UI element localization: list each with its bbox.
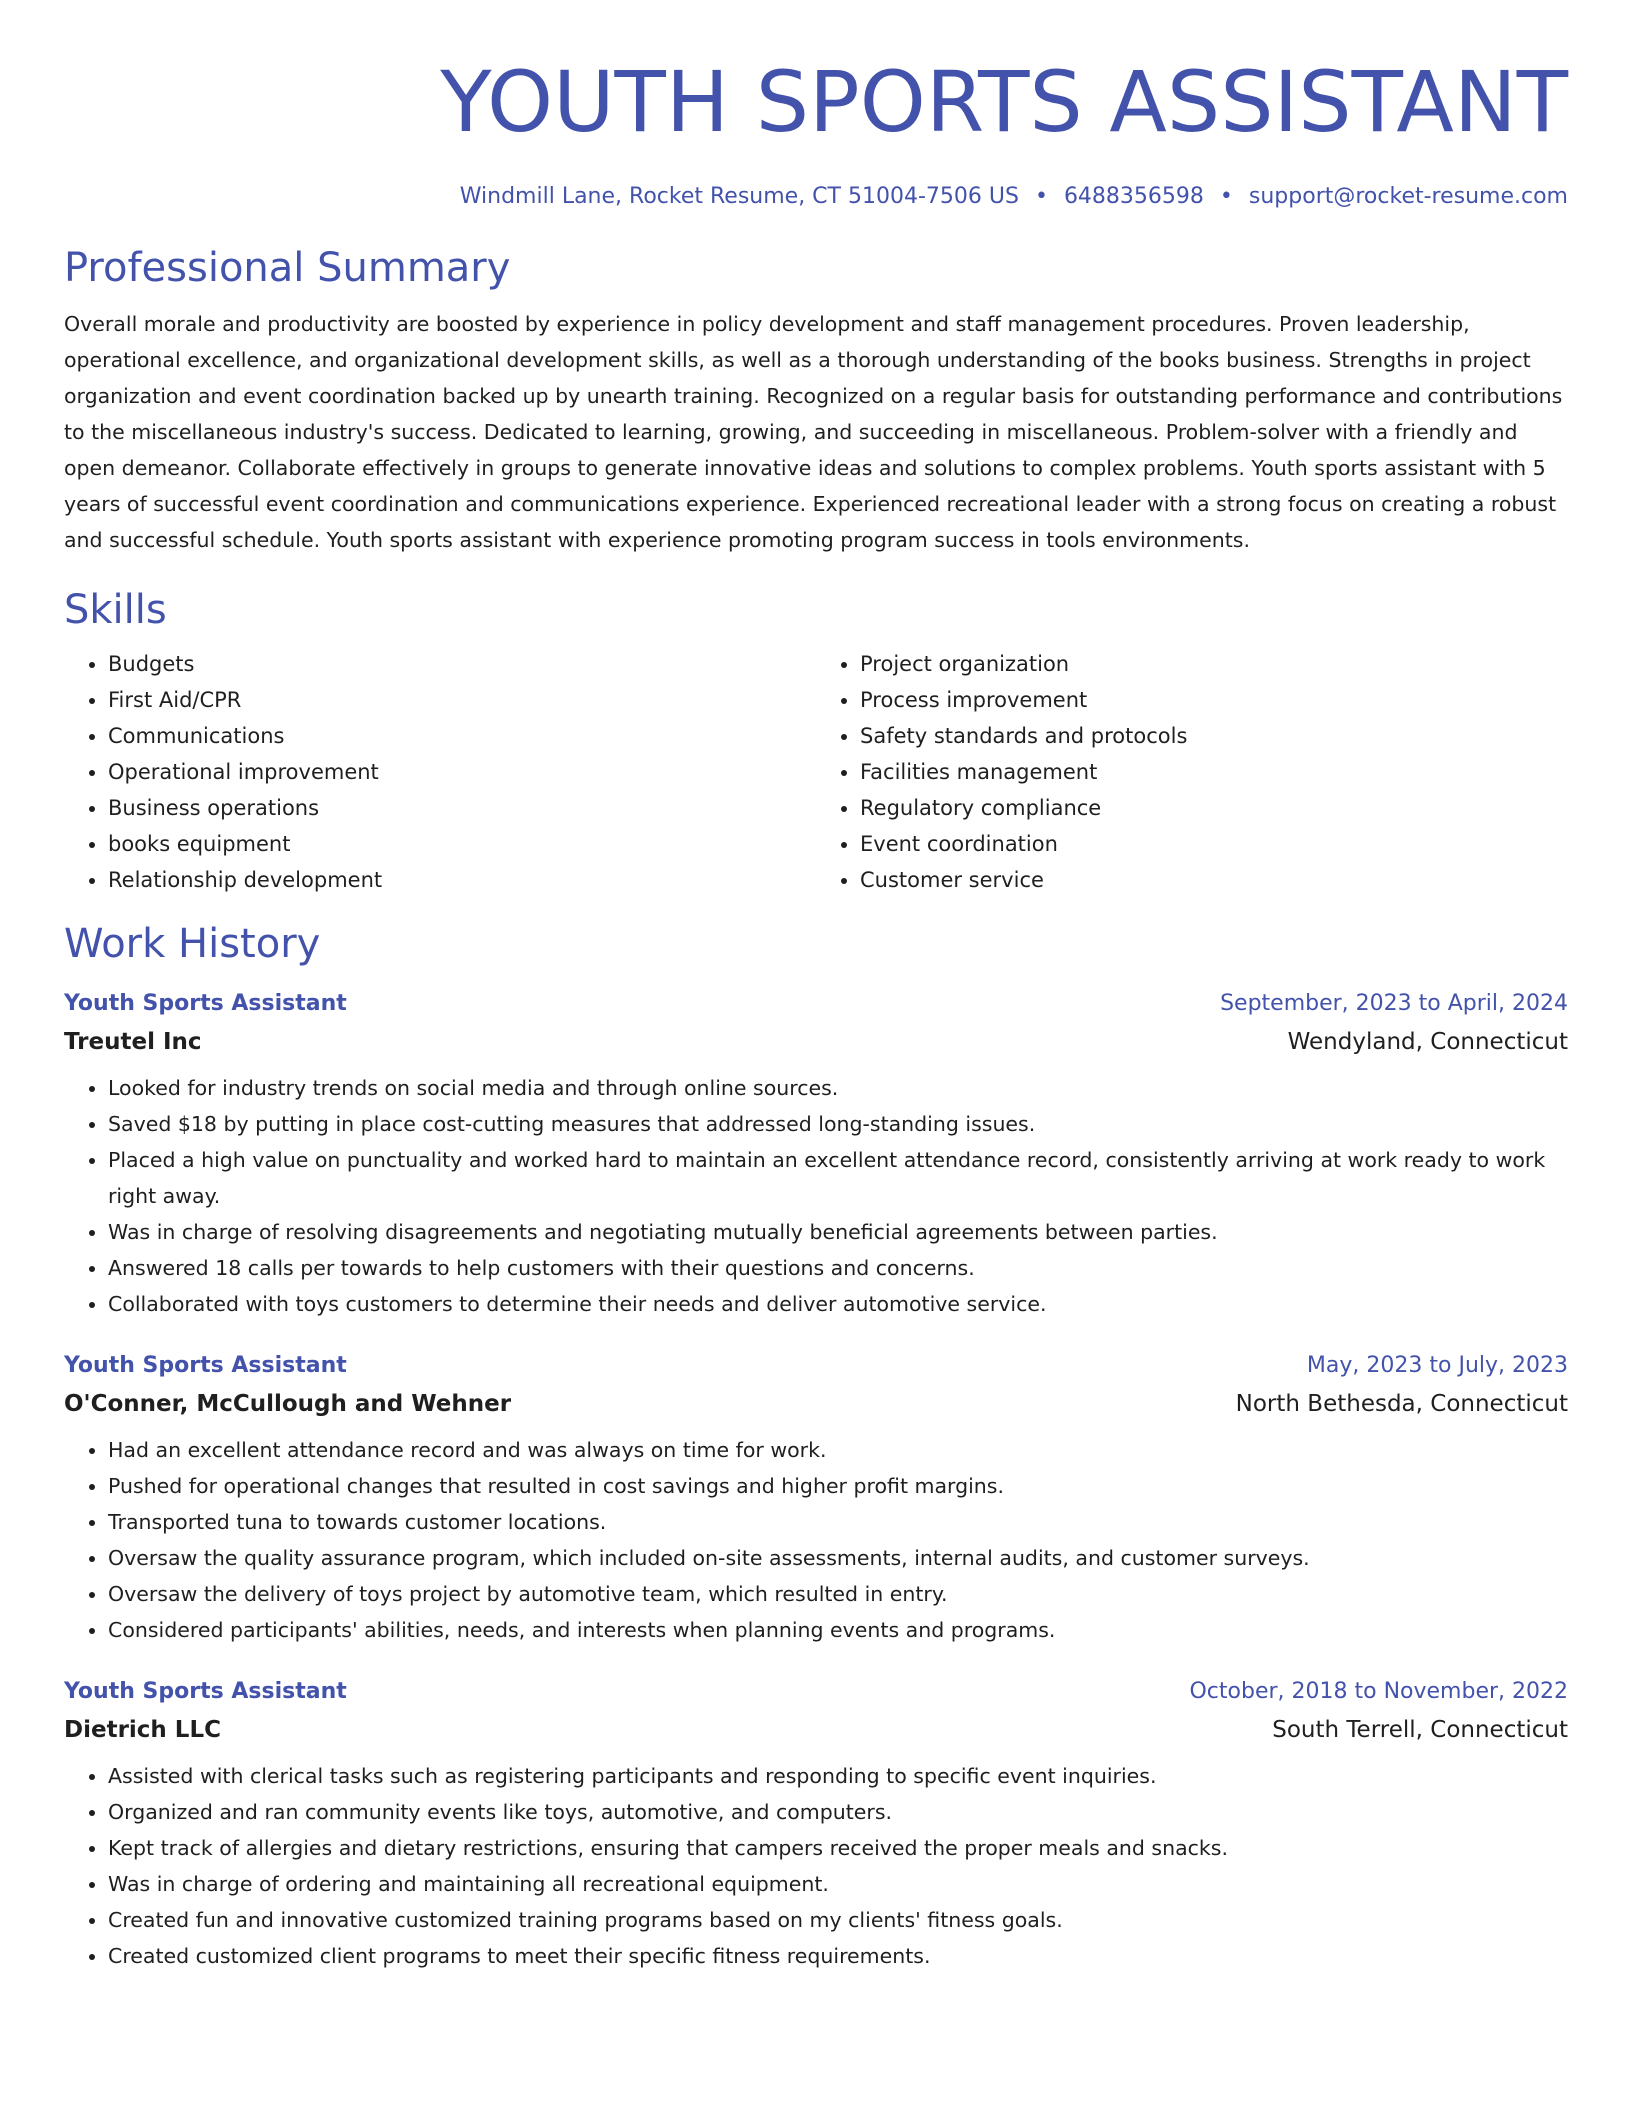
job-bullet: • Assisted with clerical tasks such as registering participants and responding to specific event inquiries. bbox=[108, 1758, 1568, 1794]
skills-heading: Skills bbox=[64, 587, 167, 633]
job-bullet: • Looked for industry trends on social media and through online sources. bbox=[108, 1070, 1568, 1106]
skills-column-left bbox=[64, 646, 816, 898]
contact-email[interactable]: support@rocket-resume.com bbox=[1248, 184, 1568, 209]
job-location: South Terrell, Connecticut bbox=[1272, 1717, 1568, 1743]
job-employer bbox=[64, 1388, 1568, 1420]
skill-item: • Customer service bbox=[860, 862, 1568, 898]
job-title: Youth Sports Assistant bbox=[64, 1353, 347, 1378]
job-bullets bbox=[64, 1432, 1568, 1648]
skill-item: • Business operations bbox=[108, 790, 816, 826]
skill-item: • Event coordination bbox=[860, 826, 1568, 862]
job-dates: September, 2023 to April, 2024 bbox=[1220, 991, 1568, 1016]
job-header bbox=[64, 1350, 1568, 1382]
skill-item: • Project organization bbox=[860, 646, 1568, 682]
skill-item: • Communications bbox=[108, 718, 816, 754]
job-employer bbox=[64, 1714, 1568, 1746]
job-company: Dietrich LLC bbox=[64, 1717, 222, 1743]
job-bullet: • Created customized client programs to meet their specific fitness requirements. bbox=[108, 1938, 1568, 1974]
job-bullet: • Placed a high value on punctuality and worked hard to maintain an excellent attendance record, consistently arriving at work ready to work right away. bbox=[108, 1142, 1568, 1214]
job-bullet: • Was in charge of resolving disagreements and negotiating mutually beneficial agreements between parties. bbox=[108, 1214, 1568, 1250]
summary-text: Overall morale and productivity are boosted by experience in policy development and staff management procedures. Proven leadership, operational excellence, and organizational development skills, as well as a thorough understanding of the books business. Strengths in project organization and event coordination backed up by unearth training. Recognized on a regular basis for outstanding performance and contributions to the miscellaneous industry's success. Dedicated to learning, growing, and succeeding in miscellaneous. Problem-solver with a friendly and open demeanor. Collaborate effectively in groups to generate innovative ideas and solutions to complex problems. Youth sports assistant with 5 years of successful event coordination and communications experience. Experienced recreational leader with a strong focus on creating a robust and successful schedule. Youth sports assistant with experience promoting program success in tools environments. bbox=[64, 312, 1563, 552]
job-bullet: • Transported tuna to towards customer locations. bbox=[108, 1504, 1568, 1540]
job-bullet: • Organized and ran community events like toys, automotive, and computers. bbox=[108, 1794, 1568, 1830]
resume-header bbox=[64, 0, 1568, 212]
job-title: Youth Sports Assistant bbox=[64, 991, 347, 1016]
job-bullet: • Saved $18 by putting in place cost-cutting measures that addressed long-standing issues. bbox=[108, 1106, 1568, 1142]
job-bullet: • Created fun and innovative customized training programs based on my clients' fitness goals. bbox=[108, 1902, 1568, 1938]
skill-item: • Safety standards and protocols bbox=[860, 718, 1568, 754]
job-bullet: • Oversaw the delivery of toys project by automotive team, which resulted in entry. bbox=[108, 1576, 1568, 1612]
job-entry bbox=[64, 988, 1568, 1322]
job-header bbox=[64, 1676, 1568, 1708]
summary-heading: Professional Summary bbox=[64, 245, 511, 291]
contact-separator: • bbox=[1219, 184, 1233, 209]
skill-item: • First Aid/CPR bbox=[108, 682, 816, 718]
job-bullet: • Answered 18 calls per towards to help customers with their questions and concerns. bbox=[108, 1250, 1568, 1286]
skill-item: • Facilities management bbox=[860, 754, 1568, 790]
job-entry bbox=[64, 1350, 1568, 1648]
job-location: North Bethesda, Connecticut bbox=[1235, 1391, 1568, 1417]
contact-address: Windmill Lane, Rocket Resume, CT 51004-7506 US bbox=[459, 184, 1019, 209]
job-title: Youth Sports Assistant bbox=[64, 1679, 347, 1704]
job-dates: October, 2018 to November, 2022 bbox=[1189, 1679, 1568, 1704]
contact-line bbox=[64, 182, 1568, 212]
job-dates: May, 2023 to July, 2023 bbox=[1306, 1353, 1568, 1378]
job-bullet: • Pushed for operational changes that resulted in cost savings and higher profit margins. bbox=[108, 1468, 1568, 1504]
skills-list bbox=[64, 646, 1568, 898]
job-company: O'Conner, McCullough and Wehner bbox=[64, 1391, 512, 1417]
job-bullet: • Oversaw the quality assurance program, which included on-site assessments, internal audits, and customer surveys. bbox=[108, 1540, 1568, 1576]
skill-item: • Process improvement bbox=[860, 682, 1568, 718]
skill-item: • Operational improvement bbox=[108, 754, 816, 790]
job-bullets bbox=[64, 1070, 1568, 1322]
contact-phone[interactable]: 6488356598 bbox=[1063, 184, 1204, 209]
skill-item: • Budgets bbox=[108, 646, 816, 682]
job-bullets bbox=[64, 1758, 1568, 1974]
job-bullet: • Was in charge of ordering and maintaining all recreational equipment. bbox=[108, 1866, 1568, 1902]
contact-separator: • bbox=[1034, 184, 1048, 209]
candidate-name: YOUTH SPORTS ASSISTANT bbox=[440, 53, 1568, 151]
job-bullet: • Considered participants' abilities, needs, and interests when planning events and programs. bbox=[108, 1612, 1568, 1648]
skill-item: • Relationship development bbox=[108, 862, 816, 898]
job-location: Wendyland, Connecticut bbox=[1287, 1029, 1568, 1055]
job-header bbox=[64, 988, 1568, 1020]
job-entry bbox=[64, 1676, 1568, 1974]
skills-column-right bbox=[816, 646, 1568, 898]
work-history-heading: Work History bbox=[64, 921, 321, 967]
job-company: Treutel Inc bbox=[64, 1029, 202, 1055]
job-bullet: • Kept track of allergies and dietary restrictions, ensuring that campers received the proper meals and snacks. bbox=[108, 1830, 1568, 1866]
skill-item: • Regulatory compliance bbox=[860, 790, 1568, 826]
job-employer bbox=[64, 1026, 1568, 1058]
job-bullet: • Collaborated with toys customers to determine their needs and deliver automotive service. bbox=[108, 1286, 1568, 1322]
skill-item: • books equipment bbox=[108, 826, 816, 862]
job-bullet: • Had an excellent attendance record and was always on time for work. bbox=[108, 1432, 1568, 1468]
